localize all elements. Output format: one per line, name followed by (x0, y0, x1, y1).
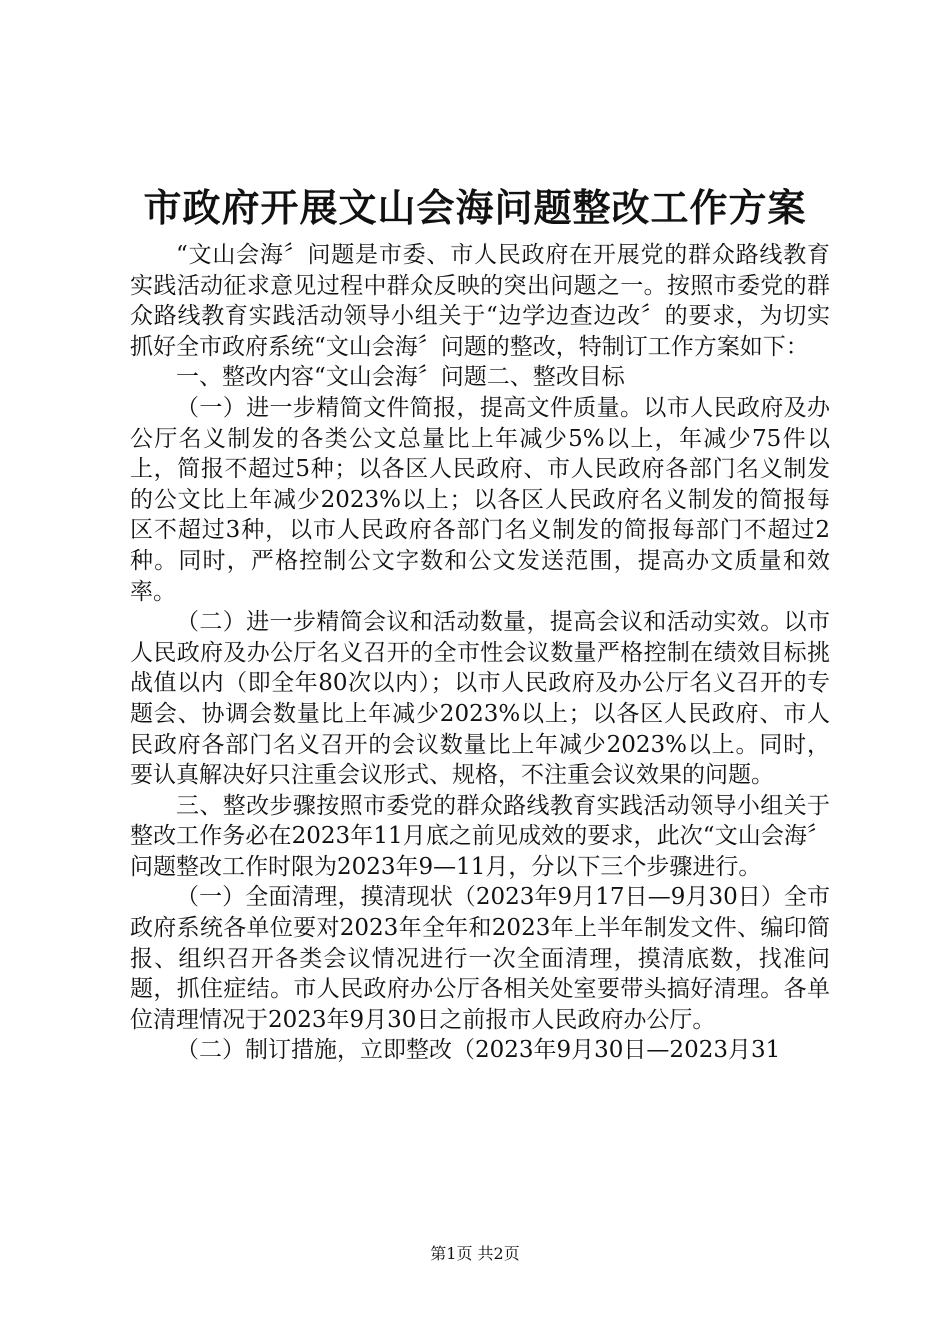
document-body (130, 240, 830, 1066)
document-title: 市政府开展文山会海问题整改工作方案 (143, 185, 807, 230)
paragraph-section-heading: 一、整改内容“文山会海〞问题二、整改目标 (176, 364, 625, 391)
paragraph-goal-meetings: （二）进一步精简会议和活动数量，提高会议和活动实效。以市人民政府及办公厅名义召开的全市性会议数量严格控制在绩效目标挑战值以内（即全年80次以内）；以市人民政府及办公厅名义召开的专题会、协调会数量比上年减少2023%以上；以各区人民政府、市人民政府各部门名义召开的会议数量比上年减少2023%以上。同时，要认真解决好只注重会议形式、规格，不注重会议效果的问题。 (130, 609, 830, 789)
page-number-footer: 第1页 共2页 (430, 1244, 520, 1263)
paragraph-step-two: （二）制订措施，立即整改（2023年9月30日—2023月31 (176, 1037, 781, 1064)
paragraph-intro: “文山会海〞问题是市委、市人民政府在开展党的群众路线教育实践活动征求意见过程中群众反映的突出问题之一。按照市委党的群众路线教育实践活动领导小组关于“边学边查边改〞的要求，为切实抓好全市政府系统“文山会海〞问题的整改，特制订工作方案如下： (130, 242, 830, 360)
paragraph-steps: 三、整改步骤按照市委党的群众路线教育实践活动领导小组关于整改工作务必在2023年11月底之前见成效的要求，此次“文山会海〞问题整改工作时限为2023年9—11月，分以下三个步骤进行。 (130, 792, 830, 880)
paragraph-step-one: （一）全面清理，摸清现状（2023年9月17日—9月30日）全市政府系统各单位要对2023年全年和2023年上半年制发文件、编印简报、组织召开各类会议情况进行一次全面清理，摸清底数，找准问题，抓住症结。市人民政府办公厅各相关处室要带头搞好清理。各单位清理情况于2023年9月30日之前报市人民政府办公厅。 (130, 884, 830, 1033)
paragraph-goal-documents: （一）进一步精简文件简报，提高文件质量。以市人民政府及办公厅名义制发的各类公文总量比上年减少5%以上，年减少75件以上，简报不超过5种；以各区人民政府、市人民政府各部门名义制发的公文比上年减少2023%以上；以各区人民政府名义制发的简报每区不超过3种，以市人民政府各部门名义制发的简报每部门不超过2种。同时，严格控制公文字数和公文发送范围，提高办文质量和效率。 (130, 394, 830, 605)
